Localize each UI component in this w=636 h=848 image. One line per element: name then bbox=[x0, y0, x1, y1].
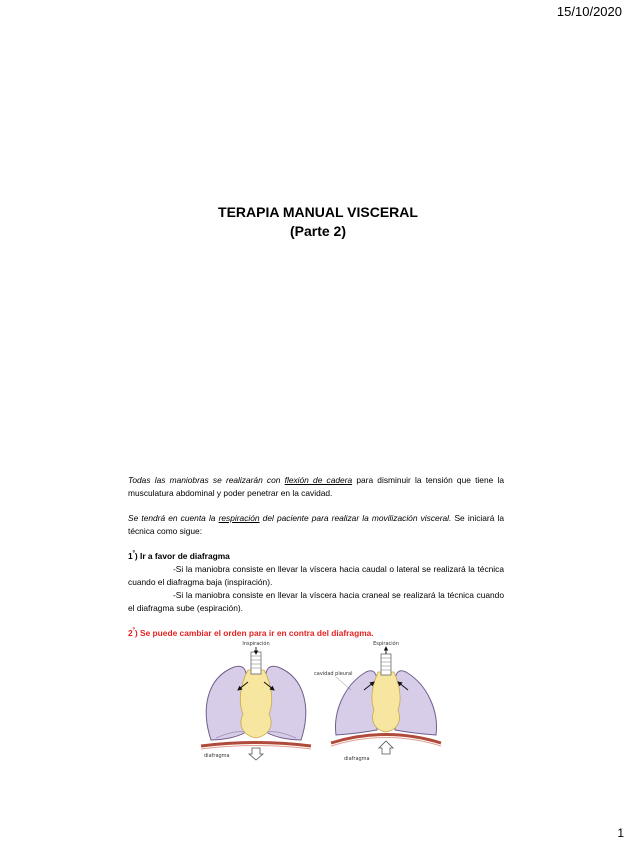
step-1-line-1 bbox=[128, 563, 504, 589]
text-span: Se iniciará la técnica como sigue: bbox=[128, 513, 505, 536]
step-label: ) Se puede cambiar el orden para ir en contra del diafragma. bbox=[134, 628, 374, 638]
label-inspiration: Inspiración bbox=[242, 641, 270, 647]
up-arrow-icon bbox=[379, 741, 393, 754]
step-1-line-2 bbox=[128, 589, 504, 615]
label-diaphragm-left: diafragma bbox=[204, 753, 230, 759]
slide-title bbox=[0, 203, 636, 241]
underlined-term: respiración bbox=[218, 513, 260, 523]
step-number: 1 bbox=[128, 551, 133, 561]
text-span: Todas las maniobras se realizarán con bbox=[128, 475, 285, 485]
step-2-heading bbox=[128, 627, 504, 640]
text-span: -Si la maniobra consiste en llevar la víscera hacia caudal o lateral se realizará la técnica cuando el diafragma baja (inspiración). bbox=[128, 564, 504, 587]
slide-date: 15/10/2020 bbox=[556, 4, 622, 19]
body-text bbox=[128, 474, 504, 640]
paragraph-hip-flexion bbox=[128, 474, 504, 500]
title-line-2: (Parte 2) bbox=[289, 223, 347, 239]
paragraph-breathing bbox=[128, 512, 504, 538]
text-span: del paciente para realizar la movilización visceral. bbox=[259, 513, 452, 523]
text-span: -Si la maniobra consiste en llevar la víscera hacia craneal se realizará la técnica cuando el diafragma sube (espiración). bbox=[128, 590, 504, 613]
down-arrow-icon bbox=[249, 748, 263, 760]
ordinal-mark: º bbox=[132, 628, 135, 635]
title-line-1: TERAPIA MANUAL VISCERAL bbox=[218, 204, 418, 220]
underlined-term: flexión de cadera bbox=[284, 475, 353, 485]
text-span: Se tendrá en cuenta la bbox=[128, 513, 219, 523]
lungs-diaphragm-figure bbox=[196, 640, 446, 768]
ordinal-mark: º bbox=[132, 551, 135, 558]
label-diaphragm-right: diafragma bbox=[344, 756, 370, 762]
expiration-diagram bbox=[314, 640, 441, 762]
page-number: 1 bbox=[617, 826, 624, 840]
step-number: 2 bbox=[128, 628, 133, 638]
text-span: para disminuir la tensión que tiene la musculatura abdominal y poder penetrar en la cavidad. bbox=[128, 475, 504, 498]
step-1-heading bbox=[128, 550, 504, 563]
label-pleural-cavity: cavidad pleural bbox=[314, 671, 353, 677]
inspiration-diagram bbox=[201, 640, 311, 760]
step-label: ) Ir a favor de diafragma bbox=[134, 551, 230, 561]
label-expiration: Espiración bbox=[373, 641, 399, 647]
